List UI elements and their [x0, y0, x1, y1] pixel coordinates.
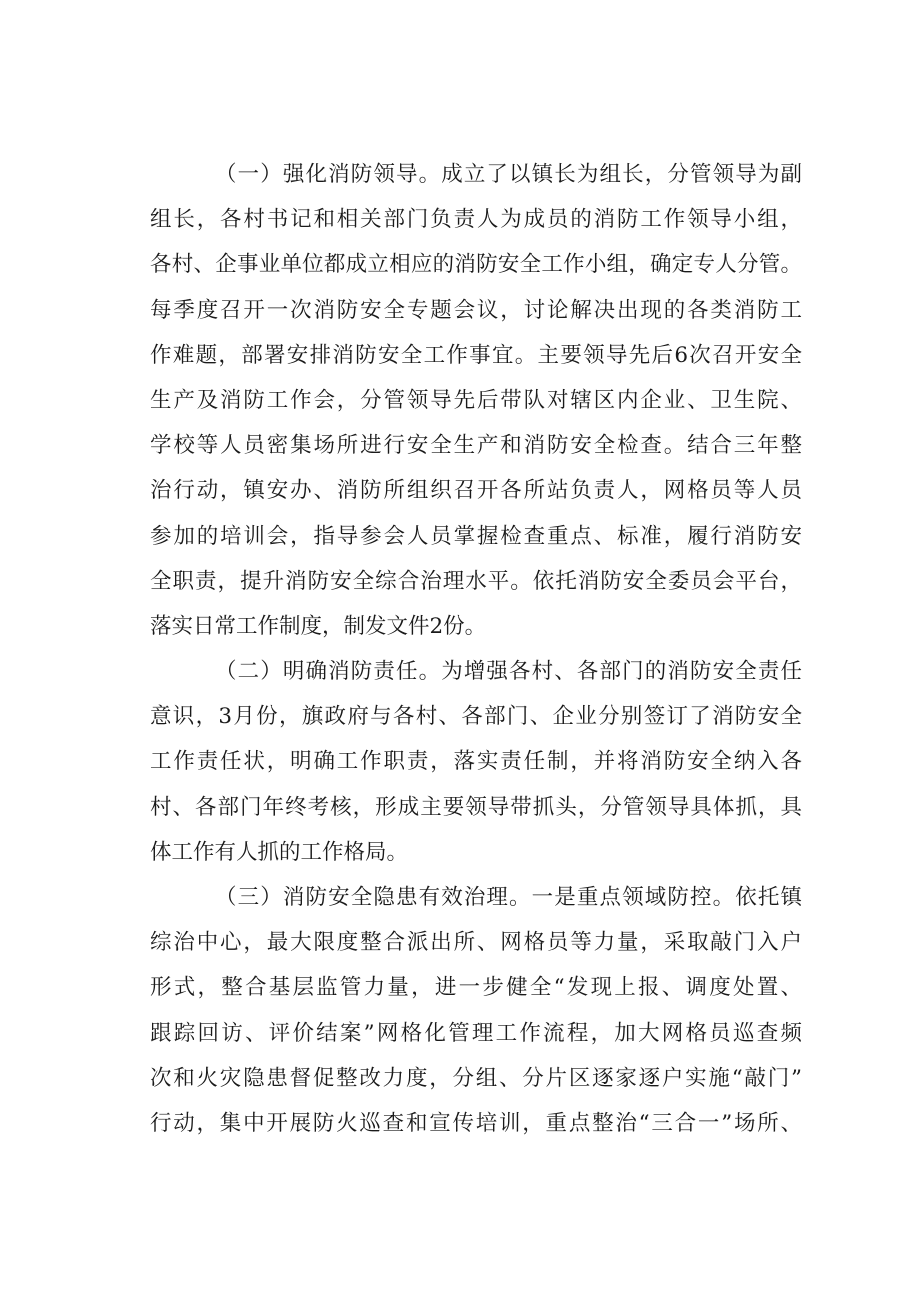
paragraph-2-line: 工作责任状，明确工作职责，落实责任制，并将消防安全纳入各 [150, 749, 802, 775]
paragraph-2-line: 体工作有人抓的工作格局。 [150, 839, 409, 865]
paragraph-2-line: （二）明确消防责任。为增强各村、各部门的消防安全责任 [215, 659, 802, 685]
paragraph-1-line: 落实日常工作制度，制发文件2份。 [150, 613, 487, 639]
paragraph-1-line: 学校等人员密集场所进行安全生产和消防安全检查。结合三年整 [150, 433, 802, 459]
paragraph-1-line: （一）强化消防领导。成立了以镇长为组长，分管领导为副 [215, 162, 802, 187]
paragraph-1-line: 全职责，提升消防安全综合治理水平。依托消防安全委员会平台， [150, 568, 802, 594]
paragraph-2-line: 意识，3月份，旗政府与各村、各部门、企业分别签订了消防安全 [150, 704, 802, 730]
paragraph-3-line: 跟踪回访、评价结案”网格化管理工作流程，加大网格员巡查频 [150, 1020, 802, 1046]
paragraph-2-line: 村、各部门年终考核，形成主要领导带抓头，分管领导具体抓，具 [150, 794, 802, 820]
paragraph-1-line: 治行动，镇安办、消防所组织召开各所站负责人，网格员等人员 [150, 478, 802, 504]
paragraph-1-line: 各村、企事业单位都成立相应的消防安全工作小组，确定专人分管。 [150, 252, 802, 278]
paragraph-1-line: 生产及消防工作会，分管领导先后带队对辖区内企业、卫生院、 [150, 387, 802, 413]
paragraph-1-line: 组长，各村书记和相关部门负责人为成员的消防工作领导小组， [150, 207, 802, 233]
paragraph-3-line: 形式，整合基层监管力量，进一步健全“发现上报、调度处置、 [150, 975, 802, 1001]
document-body [150, 152, 802, 1146]
paragraph-3-line: 行动，集中开展防火巡查和宣传培训，重点整治“三合一”场所、 [150, 1110, 802, 1136]
paragraph-1-line: 作难题，部署安排消防安全工作事宜。主要领导先后6次召开安全 [150, 342, 802, 368]
paragraph-3-line: （三）消防安全隐患有效治理。一是重点领域防控。依托镇 [215, 885, 802, 910]
paragraph-3-line: 次和火灾隐患督促整改力度，分组、分片区逐家逐户实施“敲门” [150, 1065, 802, 1091]
paragraph-1-line: 每季度召开一次消防安全专题会议，讨论解决出现的各类消防工 [150, 297, 802, 323]
paragraph-3-line: 综治中心，最大限度整合派出所、网格员等力量，采取敲门入户 [150, 930, 802, 956]
paragraph-1-line: 参加的培训会，指导参会人员掌握检查重点、标准，履行消防安 [150, 523, 802, 549]
